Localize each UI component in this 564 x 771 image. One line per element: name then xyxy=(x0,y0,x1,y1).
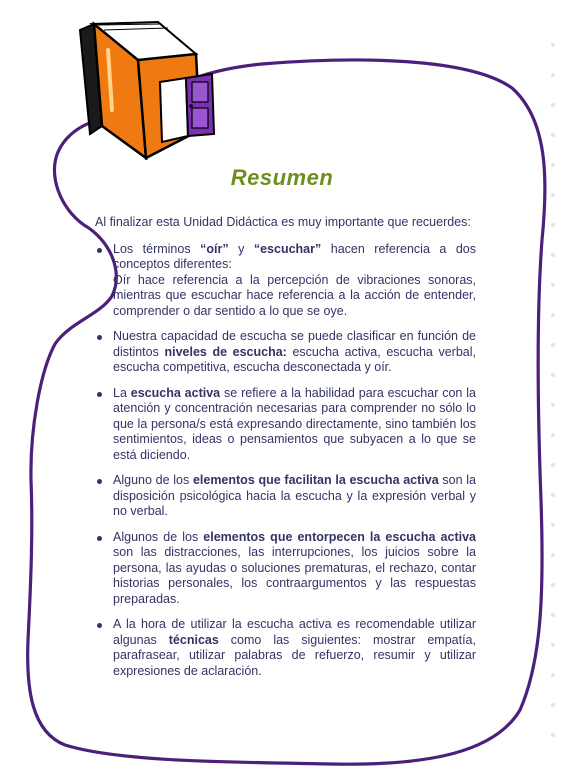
list-item xyxy=(95,530,476,608)
bullet-dot-icon xyxy=(97,335,102,340)
list-item-subtext: Oír hace referencia a la percepción de vibraciones sonoras, mientras que escuchar hace referencia a la acción de entender, comprender o dar sentido a lo que se oye. xyxy=(113,272,476,318)
list-item-text: Algunos de los xyxy=(113,529,204,544)
emphasis-text: elementos que entorpecen la escucha activa xyxy=(203,529,476,544)
list-item-text: hacen referencia a dos conceptos diferentes: xyxy=(113,241,477,271)
list-item xyxy=(95,329,476,376)
list-item-text: Nuestra capacidad de escucha se puede clasificar en función de distintos xyxy=(113,329,476,359)
list-item xyxy=(95,386,476,464)
page-title: Resumen xyxy=(230,165,334,190)
bullet-dot-icon xyxy=(97,392,102,397)
bullet-dot-icon xyxy=(97,248,102,253)
emphasis-text: “escuchar” xyxy=(253,241,322,256)
decorative-dots xyxy=(545,20,561,760)
list-item-text: se refiere a la habilidad para escuchar con la atención y concentración necesarias para comprender no sólo lo que la persona/s está expresando directamente, sino también los sentimientos, ideas o pensamientos que subyacen a lo que se está diciendo. xyxy=(113,385,476,462)
emphasis-text: niveles de escucha: xyxy=(164,344,287,359)
summary-content xyxy=(95,215,476,689)
list-item-text: son la disposición psicológica hacia la escucha y la expresión verbal y no verbal. xyxy=(113,473,476,518)
list-item-text: A la hora de utilizar la escucha activa es recomendable utilizar algunas xyxy=(113,617,476,647)
emphasis-text: “oír” xyxy=(200,241,229,256)
summary-list xyxy=(95,242,476,680)
book-door-icon xyxy=(74,10,224,160)
list-item-text: escucha activa, escucha verbal, escucha competitiva, escucha desconectada y oír. xyxy=(113,344,476,374)
list-item-text: son las distracciones, las interrupciones, los juicios sobre la persona, las ayudas o soluciones prematuras, el rechazo, contar historias personales, los contraargumentos y las respuestas preparadas. xyxy=(113,545,476,606)
list-item xyxy=(95,242,476,320)
list-item xyxy=(95,617,476,679)
list-item-text: como las siguientes: mostrar empatía, parafrasear, utilizar palabras de refuerzo, resumir y utilizar expresiones de aclaración. xyxy=(113,632,476,678)
emphasis-text: técnicas xyxy=(168,632,219,647)
list-item-text: Los términos xyxy=(113,241,201,256)
list-item xyxy=(95,473,476,520)
emphasis-text: elementos que facilitan la escucha activa xyxy=(192,473,439,487)
list-item-text: La xyxy=(113,385,131,400)
bullet-dot-icon xyxy=(97,479,102,484)
list-item-text: y xyxy=(228,241,254,256)
bullet-dot-icon xyxy=(97,623,102,628)
bullet-dot-icon xyxy=(97,536,102,541)
emphasis-text: escucha activa xyxy=(130,385,221,400)
intro-paragraph: Al finalizar esta Unidad Didáctica es muy importante que recuerdes: xyxy=(95,215,471,229)
list-item-text: Alguno de los xyxy=(113,473,193,487)
